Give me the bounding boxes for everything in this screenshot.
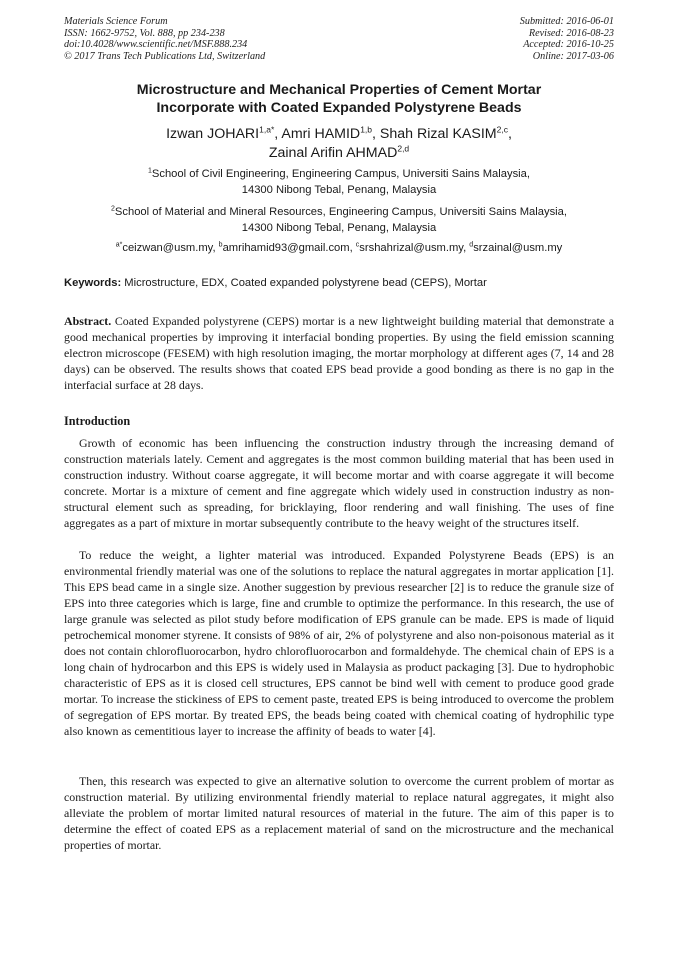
author-sup-4: 2,d	[397, 142, 410, 153]
introduction-paragraph-2	[64, 547, 614, 739]
author-name-3: Shah Rizal KASIM	[379, 126, 497, 142]
title-line-2: Incorporate with Coated Expanded Polystyrene Beads	[156, 99, 522, 116]
affiliation-1-line-1	[64, 167, 614, 183]
author-sup-1: 1,a*	[259, 124, 275, 135]
author-separator: ,	[507, 126, 512, 142]
journal-name: Materials Science Forum	[64, 16, 168, 27]
journal-copyright: © 2017 Trans Tech Publications Ltd, Switzerland	[64, 50, 266, 62]
journal-info	[64, 16, 265, 62]
paragraph-text: Then, this research was expected to give an alternative solution to overcome the current problem of mortar as construction material. By utilizing environmental friendly material to replace natural aggregates, it might also alleviate the problem of mortar limited natural resources of material in the future. The aim of this paper is to determine the effect of coated EPS as a replacement material of sand on the microstructure and the mechanical properties of mortar.	[64, 774, 614, 852]
journal-issn: ISSN: 1662-9752, Vol. 888, pp 234-238	[64, 27, 225, 39]
author-separator: ,	[274, 126, 282, 142]
keywords-label: Keywords:	[64, 277, 122, 289]
author-emails	[64, 241, 614, 257]
affiliation-2	[64, 205, 614, 236]
affiliation-text: School of Civil Engineering, Engineering Campus, Universiti Sains Malaysia,	[151, 168, 530, 180]
email-link[interactable]: amrihamid93@gmail.com,	[222, 242, 356, 254]
abstract-label: Abstract.	[64, 314, 112, 328]
affiliation-1	[64, 167, 614, 198]
author-name-4: Zainal Arifin AHMAD	[268, 144, 398, 161]
author-list	[64, 125, 614, 162]
email-link[interactable]: ceizwan@usm.my,	[122, 242, 219, 254]
author-line-2	[64, 144, 614, 163]
date-accepted: Accepted: 2016-10-25	[523, 39, 614, 50]
title-line-1: Microstructure and Mechanical Properties of Cement Mortar	[136, 82, 542, 98]
author-line-1	[64, 125, 614, 144]
date-submitted: Submitted: 2016-06-01	[519, 16, 614, 27]
abstract	[64, 313, 614, 393]
author-separator: ,	[372, 126, 380, 142]
paragraph-text: Growth of economic has been influencing the construction industry through the increasing demand of construction materials lately. Cement and aggregates is the most common building material that has been used in construction industry. Without coarse aggregate, it will become mortar and with coarse aggregate it will become concrete. Mortar is a mixture of cement and fine aggregate which widely used in construction industry as non-structural element such as spreading, for bricklaying, floor rendering and wall finishing. The uses of fine aggregates as a part of mixture in mortar subsequently contribute to the heavy weight of the structures itself.	[64, 436, 614, 530]
email-sup: d	[469, 241, 474, 249]
affiliation-sup: 1	[148, 167, 152, 175]
introduction-paragraph-3	[64, 773, 614, 853]
email-link[interactable]: srzainal@usm.my	[473, 242, 563, 254]
paragraph-text: To reduce the weight, a lighter material was introduced. Expanded Polystyrene Beads (EPS) is an environmental friendly material was one of the solutions to replace the natural aggregates in mortar application [1]. This EPS bead came in a single size. Another suggestion by previous researcher [2] is to reduce the granule size of EPS into three categories which is large, fine and crumble to optimize the performance. In this research, the use of large granule was selected as pilot study before modification of EPS granule can be made. EPS is made of liquid petrochemical monomer styrene. It consists of 98% of air, 2% of polystyrene and also non-poisonous material as it does not contain chlorofluorocarbon, hydro chlorofluorocarbon and formaldehyde. The chemical chain of EPS is a long chain of hydrocarbon and this EPS is widely used in Malaysia as product packaging [3]. Due to hydrophobic characteristic of EPS as it is closed cell structures, EPS cannot be bind well with cement to produce good grade mortar. To increase the stickiness of EPS to cement paste, treated EPS is being introduced to overcome the problem of segregation of EPS mortar. By treated EPS, the beads being coated with chemical coating of hydrophilic type also known as cementitious layer to increase the affinity of beads to water [4].	[64, 548, 614, 738]
date-revised: Revised: 2016-08-23	[528, 27, 614, 39]
author-sup-2: 1,b	[360, 124, 373, 135]
paper-title	[64, 82, 614, 117]
publication-dates	[520, 16, 614, 62]
affiliation-sup: 2	[111, 205, 115, 213]
affiliation-1-line-2: 14300 Nibong Tebal, Penang, Malaysia	[241, 183, 437, 196]
author-sup-3: 2,c	[496, 124, 508, 135]
affiliation-2-line-1	[64, 205, 614, 221]
affiliation-2-line-2: 14300 Nibong Tebal, Penang, Malaysia	[241, 221, 437, 234]
email-sup: b	[218, 241, 223, 249]
introduction-paragraph-1	[64, 435, 614, 531]
email-sup: a*	[115, 241, 123, 249]
author-name-1: Izwan JOHARI	[166, 126, 260, 142]
affiliation-text: School of Material and Mineral Resources, Engineering Campus, Universiti Sains Malaysia,	[114, 206, 567, 218]
email-line	[64, 241, 614, 257]
keywords-text: Microstructure, EDX, Coated expanded polystyrene bead (CEPS), Mortar	[121, 277, 487, 289]
section-heading-introduction: Introduction	[64, 414, 131, 428]
author-name-2: Amri HAMID	[281, 126, 361, 142]
journal-doi: doi:10.4028/www.scientific.net/MSF.888.234	[64, 39, 248, 50]
keywords	[64, 276, 614, 290]
date-online: Online: 2017-03-06	[532, 50, 614, 62]
abstract-text: Coated Expanded polystyrene (CEPS) mortar is a new lightweight building material that demonstrate a good mechanical properties by improving it interfacial bonding properties. By using the field emission scanning electron microscope (FESEM) with high resolution imaging, the mortar morphology at different ages (7, 14 and 28 days) can be observed. The results shows that coated EPS bead provide a good bonding as there is no gap in the interfacial surface at 28 days.	[64, 314, 614, 392]
email-link[interactable]: srshahrizal@usm.my,	[359, 242, 470, 254]
email-sup: c	[355, 241, 360, 249]
